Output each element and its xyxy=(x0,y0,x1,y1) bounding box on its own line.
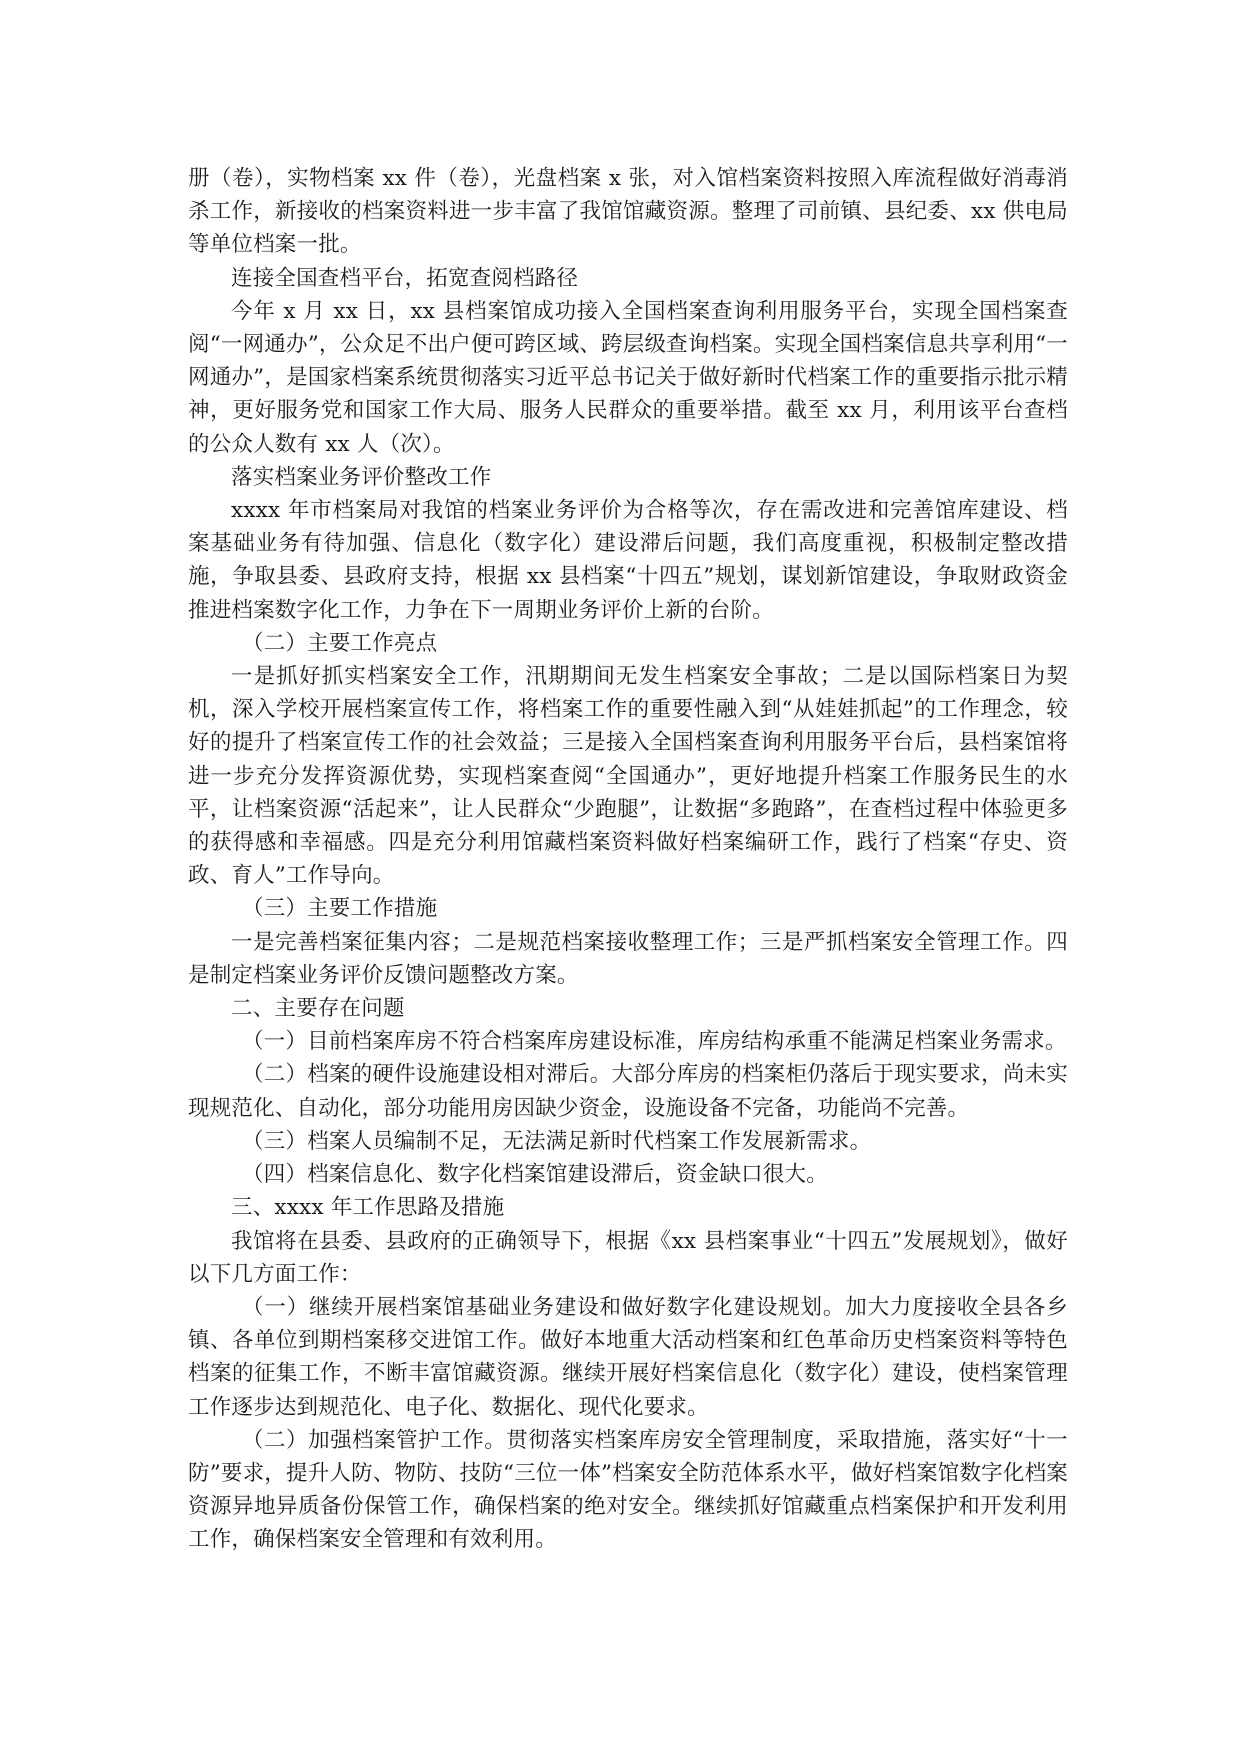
paragraph: 一是抓好抓实档案安全工作，汛期期间无发生档案安全事故；二是以国际档案日为契机，深入学校开展档案宣传工作，将档案工作的重要性融入到“从娃娃抓起”的工作理念，较好的提升了档案宣传工作的社会效益；三是接入全国档案查询利用服务平台后，县档案馆将进一步充分发挥资源优势，实现档案查阅“全国通办”，更好地提升档案工作服务民生的水平，让档案资源“活起来”，让人民群众“少跑腿”，让数据“多跑路”，在查档过程中体验更多的获得感和幸福感。四是充分利用馆藏档案资料做好档案编研工作，践行了档案“存史、资政、育人”工作导向。 xyxy=(188,664,1068,889)
section-heading: （二）主要工作亮点 xyxy=(242,630,438,656)
section-heading: 连接全国查档平台，拓宽查阅档路径 xyxy=(231,265,579,291)
section-heading: 二、主要存在问题 xyxy=(231,996,405,1022)
paragraph: （一）继续开展档案馆基础业务建设和做好数字化建设规划。加大力度接收全县各乡镇、各单位到期档案移交进馆工作。做好本地重大活动档案和红色革命历史档案资料等特色档案的征集工作，不断丰富馆藏资源。继续开展好档案信息化（数字化）建设，使档案管理工作逐步达到规范化、电子化、数据化、现代化要求。 xyxy=(188,1294,1068,1420)
paragraph: （二）档案的硬件设施建设相对滞后。大部分库房的档案柜仍落后于现实要求，尚未实现规范化、自动化，部分功能用房因缺少资金，设施设备不完备，功能尚不完善。 xyxy=(188,1062,1068,1121)
paragraph: 一是完善档案征集内容；二是规范档案接收整理工作；三是严抓档案安全管理工作。四是制定档案业务评价反馈问题整改方案。 xyxy=(188,929,1068,988)
paragraph: 今年 x 月 xx 日，xx 县档案馆成功接入全国档案查询利用服务平台，实现全国档案查阅“一网通办”，公众足不出户便可跨区域、跨层级查询档案。实现全国档案信息共享利用“一网通办”，是国家档案系统贯彻落实习近平总书记关于做好新时代档案工作的重要指示批示精神，更好服务党和国家工作大局、服务人民群众的重要举措。截至 xx 月，利用该平台查档的公众人数有 xx 人（次）。 xyxy=(188,298,1068,457)
paragraph: （四）档案信息化、数字化档案馆建设滞后，资金缺口很大。 xyxy=(242,1162,828,1188)
paragraph: 我馆将在县委、县政府的正确领导下，根据《xx 县档案事业“十四五”发展规划》，做好以下几方面工作： xyxy=(188,1228,1068,1287)
section-heading: 三、xxxx 年工作思路及措施 xyxy=(231,1195,505,1221)
section-heading: （三）主要工作措施 xyxy=(242,896,438,922)
section-heading: 落实档案业务评价整改工作 xyxy=(231,464,492,490)
paragraph: （一）目前档案库房不符合档案库房建设标准，库房结构承重不能满足档案业务需求。 xyxy=(242,1029,1067,1055)
paragraph: 册（卷），实物档案 xx 件（卷），光盘档案 x 张，对入馆档案资料按照入库流程做好消毒消杀工作，新接收的档案资料进一步丰富了我馆馆藏资源。整理了司前镇、县纪委、xx 供电局等单位档案一批。 xyxy=(188,166,1068,258)
paragraph: xxxx 年市档案局对我馆的档案业务评价为合格等次，存在需改进和完善馆库建设、档案基础业务有待加强、信息化（数字化）建设滞后问题，我们高度重视，积极制定整改措施，争取县委、县政府支持，根据 xx 县档案“十四五”规划，谋划新馆建设，争取财政资金推进档案数字化工作，力争在下一周期业务评价上新的台阶。 xyxy=(188,498,1068,623)
document-body xyxy=(188,162,1068,1557)
paragraph: （三）档案人员编制不足，无法满足新时代档案工作发展新需求。 xyxy=(242,1128,872,1154)
paragraph: （二）加强档案管护工作。贯彻落实档案库房安全管理制度，采取措施，落实好“十一防”要求，提升人防、物防、技防“三位一体”档案安全防范体系水平，做好档案馆数字化档案资源异地异质备份保管工作，确保档案的绝对安全。继续抓好馆藏重点档案保护和开发利用工作，确保档案安全管理和有效利用。 xyxy=(188,1427,1068,1553)
